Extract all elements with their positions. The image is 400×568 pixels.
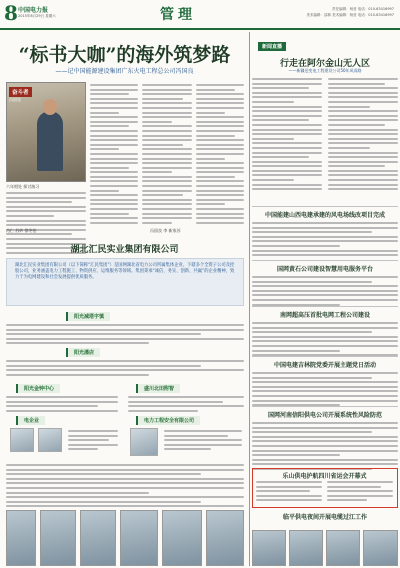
- thumbnail: [130, 428, 158, 456]
- footer-photo: [80, 510, 116, 566]
- right-headline-8: 临平供电夜间开展电缆过江工作: [282, 514, 367, 521]
- news-tag: 新闻直播: [258, 42, 286, 51]
- issue-date: 2015年8月29日 星期六: [18, 14, 56, 18]
- divider: [252, 356, 398, 357]
- section-text: [6, 360, 244, 378]
- right-text: [252, 222, 398, 259]
- footer-photo: [206, 510, 244, 566]
- right-photo-strip: [252, 530, 398, 566]
- editor-info-line: 责任编辑：杨晋 电话：010-63416997: [332, 7, 394, 11]
- section-text: [128, 396, 244, 414]
- right-headline-7: 乐山供电护航四川省运会开幕式: [282, 473, 367, 480]
- right-text: [327, 481, 393, 504]
- article-text-column: [196, 84, 244, 226]
- right-text: [252, 276, 398, 308]
- thumbnail: [38, 428, 62, 452]
- main-subhead: ——记中国能源建设集团广东火电工程总公司冯国良: [55, 68, 194, 75]
- right-headline-2: 中国能建山西电建承建的风电场线改项目完成: [264, 212, 385, 219]
- footer-photo: [40, 510, 76, 566]
- thumbnail: [10, 428, 34, 452]
- section-label: 阳光减塔字慎: [66, 312, 110, 321]
- section-text: [6, 464, 244, 510]
- footer-photo: [252, 530, 286, 566]
- right-text: [252, 422, 398, 473]
- person-figure: [37, 111, 63, 171]
- column-divider: [249, 32, 250, 566]
- divider: [252, 206, 398, 207]
- right-headline-3: 国网黄石公司建设智慧用电服务平台: [276, 266, 373, 273]
- right-text: [252, 372, 398, 409]
- section-label: 阳光潘店: [66, 348, 100, 357]
- page-number: 8: [4, 1, 18, 25]
- footer-photo: [120, 510, 158, 566]
- section-label: 阳光金钟中心: [16, 384, 60, 393]
- section-text: [164, 430, 242, 453]
- highlighted-article: [252, 468, 398, 508]
- right-text: [252, 78, 322, 193]
- section-title: 管理: [160, 7, 196, 23]
- footer-photo: [326, 530, 360, 566]
- right-sub-1: ——新疆送变电工程建设公司50年风雨路: [288, 68, 362, 73]
- feature-photo: [6, 82, 86, 182]
- right-text: [252, 322, 398, 359]
- section-label: 电企业: [16, 416, 45, 425]
- ad-text: 湖北汇民实业集团有限公司（以下简称“汇民集团”）是国网湖北省电力公司所属集体企业，下辖多个全资子公司及控股公司，业务涵盖电力工程施工、物资供应、运维服务等领域。集团秉承“诚信、务实、创新、共赢”的企业精神，致力于为电网建设和社会发展提供优质服务。: [15, 263, 235, 281]
- right-headline-6: 国网河南信阳供电公司开展系统性风险防范: [267, 412, 382, 419]
- right-headline-1: 行走在阿尔金山无人区: [279, 59, 370, 69]
- section-label: 盛川北田附智: [136, 384, 180, 393]
- photo-caption: 六年相处 探讨演习: [6, 184, 40, 189]
- right-text: [328, 78, 398, 193]
- article-text-column: [90, 84, 138, 226]
- right-headline-4: 南网超高压首批电网工程公司建设: [279, 312, 370, 319]
- footer-photo: [289, 530, 323, 566]
- footer-photo-strip: [0, 510, 249, 566]
- company-grid: [6, 312, 244, 504]
- paper-name: 中国电力报: [18, 7, 49, 14]
- person-head: [43, 99, 57, 115]
- editor-info-line: 美术编辑：邵林 美术编辑：杨晋 电话：010-63416997: [306, 13, 394, 17]
- section-text: [68, 430, 118, 453]
- divider: [252, 406, 398, 407]
- photo-tag: 奋斗者: [9, 87, 32, 97]
- section-label: 电力工程安全有限公司: [136, 416, 200, 425]
- main-headline: “标书大咖”的海外筑梦路: [18, 44, 231, 66]
- article-text-column: [142, 84, 192, 226]
- right-text: [256, 481, 322, 504]
- section-text: [6, 396, 118, 414]
- divider: [252, 306, 398, 307]
- ad-title: 湖北汇民实业集团有限公司: [70, 245, 179, 255]
- footer-photo: [363, 530, 398, 566]
- section-text: [6, 324, 244, 347]
- page-header: [0, 0, 400, 30]
- footer-photo: [162, 510, 202, 566]
- footer-photo: [6, 510, 36, 566]
- byline: 冯国良 李 新家苏: [150, 228, 181, 233]
- right-headline-5: 中国电建吉林院党委开展主题党日活动: [273, 362, 376, 369]
- photo-name: 冯国良: [9, 97, 21, 102]
- ad-body: [6, 258, 244, 306]
- divider: [252, 260, 398, 261]
- byline: 肖仁 苏妙 徐冬怡: [6, 228, 37, 233]
- editor-info: [307, 6, 394, 18]
